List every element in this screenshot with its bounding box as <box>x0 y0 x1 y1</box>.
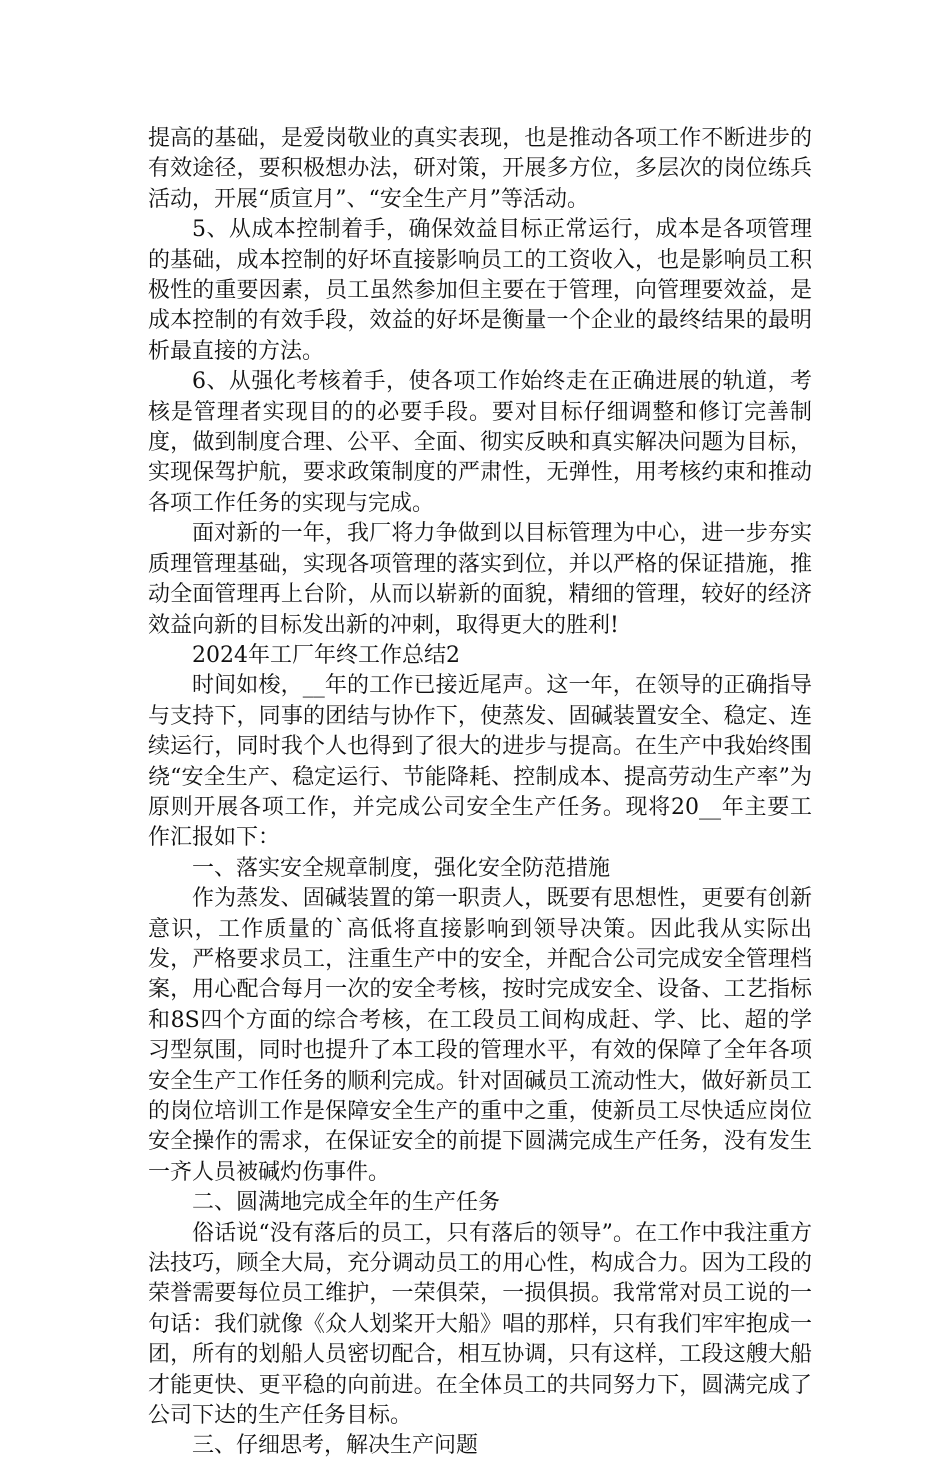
paragraph-safety: 作为蒸发、固碱装置的第一职责人，既要有思想性，更要有创新意识，工作质量的`高低将直接影响到领导决策。因此我从实际出发，严格要求员工，注重生产中的安全，并配合公司完成安全管理档案，用心配合每月一次的安全考核，按时完成安全、设备、工艺指标和8S四个方面的综合考核，在工段员工间构成赶、学、比、超的学习型氛围，同时也提升了本工段的管理水平，有效的保障了全年各项安全生产工作任务的顺利完成。针对固碱员工流动性大，做好新员工的岗位培训工作是保障安全生产的重中之重，使新员工尽快适应岗位安全操作的需求，在保证安全的前提下圆满完成生产任务，没有发生一齐人员被碱灼伤事件。 <box>148 886 812 1185</box>
paragraph-continuation: 提高的基础，是爱岗敬业的真实表现，也是推动各项工作不断进步的有效途径，要积极想办法，研对策，开展多方位，多层次的岗位练兵活动，开展“质宣月”、“安全生产月”等活动。 <box>148 126 812 212</box>
paragraph-assessment: 6、从强化考核着手，使各项工作始终走在正确进展的轨道，考核是管理者实现目的的必要手段。要对目标仔细调整和修订完善制度，做到制度合理、公平、全面、彻实反映和真实解决问题为目标，实现保驾护航，要求政策制度的严肃性，无弹性，用考核约束和推动各项工作任务的实现与完成。 <box>148 369 812 516</box>
heading-problem-solving: 三、仔细思考，解决生产问题 <box>192 1433 479 1459</box>
heading-production: 二、圆满地完成全年的生产任务 <box>192 1190 501 1216</box>
paragraph-cost-control: 5、从成本控制着手，确保效益目标正常运行，成本是各项管理的基础，成本控制的好坏直接影响员工的工资收入，也是影响员工积极性的重要因素，员工虽然参加但主要在于管理，向管理要效益，是成本控制的有效手段，效益的好坏是衡量一个企业的最终结果的最明析最直接的方法。 <box>148 217 812 364</box>
paragraph-production: 俗话说“没有落后的员工，只有落后的领导”。在工作中我注重方法技巧，顾全大局，充分调动员工的用心性，构成合力。因为工段的荣誉需要每位员工维护，一荣俱荣，一损俱损。我常常对员工说的一句话：我们就像《众人划桨开大船》唱的那样，只有我们牢牢抱成一团，所有的划船人员密切配合，相互协调，只有这样，工段这艘大船才能更快、更平稳的向前进。在全体员工的共同努力下，圆满完成了公司下达的生产任务目标。 <box>148 1220 812 1429</box>
section-title-summary-2: 2024年工厂年终工作总结2 <box>192 642 460 668</box>
paragraph-intro: 时间如梭，__年的工作已接近尾声。这一年，在领导的正确指导与支持下，同事的团结与协作下，使蒸发、固碱装置安全、稳定、连续运行，同时我个人也得到了很大的进步与提高。在生产中我始终围绕“安全生产、稳定运行、节能降耗、控制成本、提高劳动生产率”为原则开展各项工作，并完成公司安全生产任务。现将20__年主要工作汇报如下： <box>148 673 812 851</box>
paragraph-new-year: 面对新的一年，我厂将力争做到以目标管理为中心，进一步夯实质理管理基础，实现各项管理的落实到位，并以严格的保证措施，推动全面管理再上台阶，从而以崭新的面貌，精细的管理，较好的经济效益向新的目标发出新的冲刺，取得更大的胜利! <box>148 521 812 638</box>
heading-safety: 一、落实安全规章制度，强化安全防范措施 <box>192 855 611 881</box>
document-body <box>148 124 812 1462</box>
